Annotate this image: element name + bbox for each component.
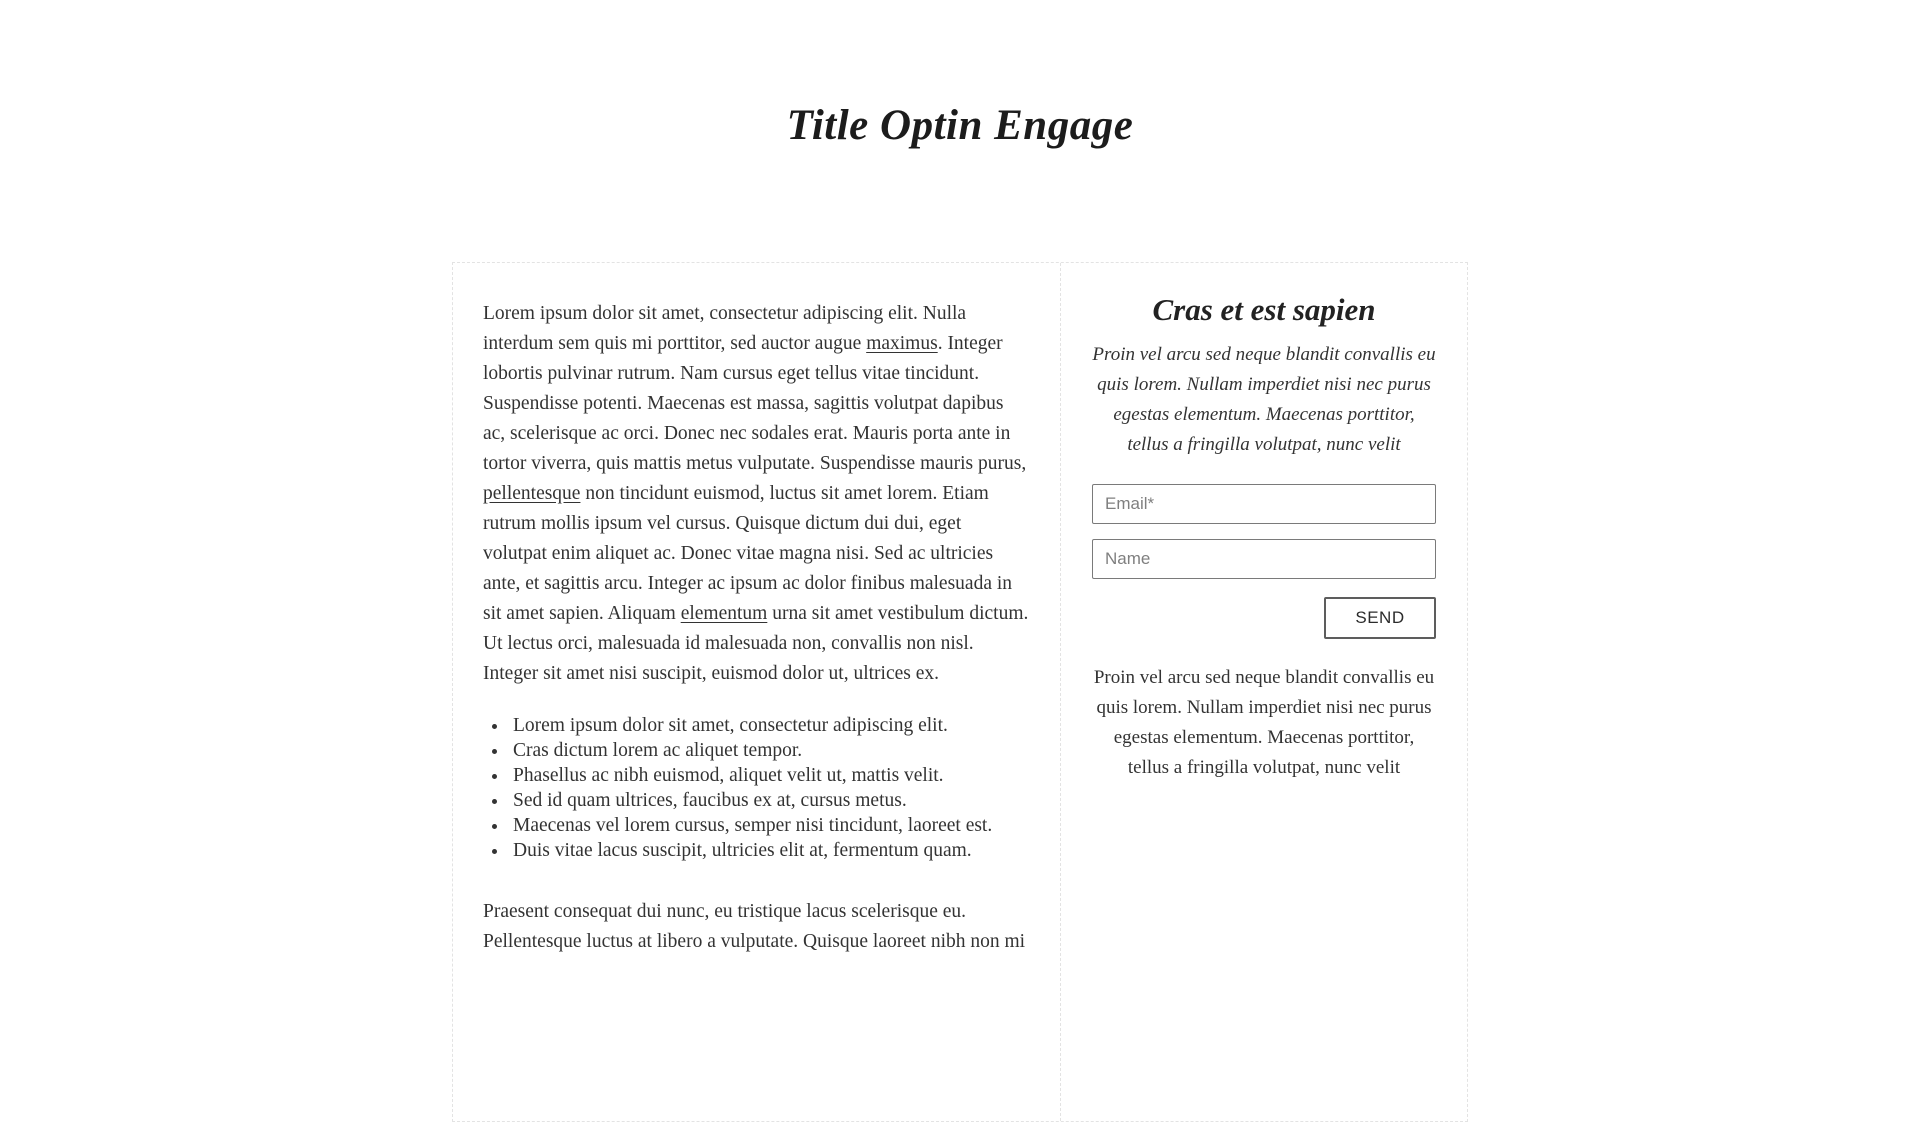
name-input[interactable] (1092, 539, 1436, 579)
paragraph-text: urna sit amet vestibulum dictum. Ut lectus orci, malesuada id malesuada non, convallis non nisl. Integer sit amet nisi suscipit, euismod dolor ut, ultrices ex. (483, 602, 1029, 684)
feature-list (483, 713, 1030, 863)
optin-heading: Cras et est sapien (1152, 291, 1376, 327)
list-item: • Cras dictum lorem ac aliquet tempor. (509, 738, 1030, 763)
paragraph-text: Lorem ipsum dolor sit amet, consectetur adipiscing elit. Nulla interdum sem quis mi porttitor, sed auctor augue (483, 302, 967, 354)
email-input[interactable] (1092, 484, 1436, 524)
list-item: • Maecenas vel lorem cursus, semper nisi tincidunt, laoreet est. (509, 813, 1030, 838)
list-item: • Lorem ipsum dolor sit amet, consectetur adipiscing elit. (509, 713, 1030, 738)
list-item: • Sed id quam ultrices, faucibus ex at, cursus metus. (509, 788, 1030, 813)
paragraph-text: non tincidunt euismod, luctus sit amet lorem. Etiam rutrum mollis ipsum vel cursus. Quisque dictum dui dui, eget volutpat enim aliquet ac. Donec vitae magna nisi. Sed ac ultricies ante, et sagittis arcu. Integer ac ipsum ac dolor finibus malesuada in sit amet sapien. Aliquam (483, 482, 1013, 624)
paragraph-text: . Integer lobortis pulvinar rutrum. Nam cursus eget tellus vitae tincidunt. Suspendisse potenti. Maecenas est massa, sagittis volutpat dapibus ac, scelerisque ac orci. Donec nec sodales erat. Mauris porta ante in tortor viverra, quis mattis metus vulputate. Suspendisse mauris purus, (483, 332, 1027, 474)
optin-panel (452, 262, 1468, 1122)
inline-link-pellentesque[interactable]: pellentesque (483, 482, 581, 504)
content-column (453, 263, 1061, 1121)
intro-paragraph (483, 299, 1030, 689)
page-title: Title Optin Engage (786, 102, 1134, 149)
send-button[interactable]: SEND (1324, 597, 1436, 639)
inline-link-maximus[interactable]: maximus (866, 332, 938, 354)
optin-description: Proin vel arcu sed neque blandit convallis eu quis lorem. Nullam imperdiet nisi nec purus egestas elementum. Maecenas porttitor, tellus a fringilla volutpat, nunc velit (1092, 343, 1436, 455)
optin-footer-text: Proin vel arcu sed neque blandit convallis eu quis lorem. Nullam imperdiet nisi nec purus egestas elementum. Maecenas porttitor, tellus a fringilla volutpat, nunc velit (1093, 666, 1435, 778)
optin-form-column (1061, 263, 1467, 1121)
inline-link-elementum[interactable]: elementum (680, 602, 768, 624)
list-item: • Phasellus ac nibh euismod, aliquet velit ut, mattis velit. (509, 763, 1030, 788)
list-item: • Duis vitae lacus suscipit, ultricies elit at, fermentum quam. (509, 838, 1030, 863)
optin-form (1092, 484, 1436, 639)
closing-paragraph: Praesent consequat dui nunc, eu tristique lacus scelerisque eu. Pellentesque luctus at libero a vulputate. Quisque laoreet nibh non mi (483, 900, 1026, 952)
